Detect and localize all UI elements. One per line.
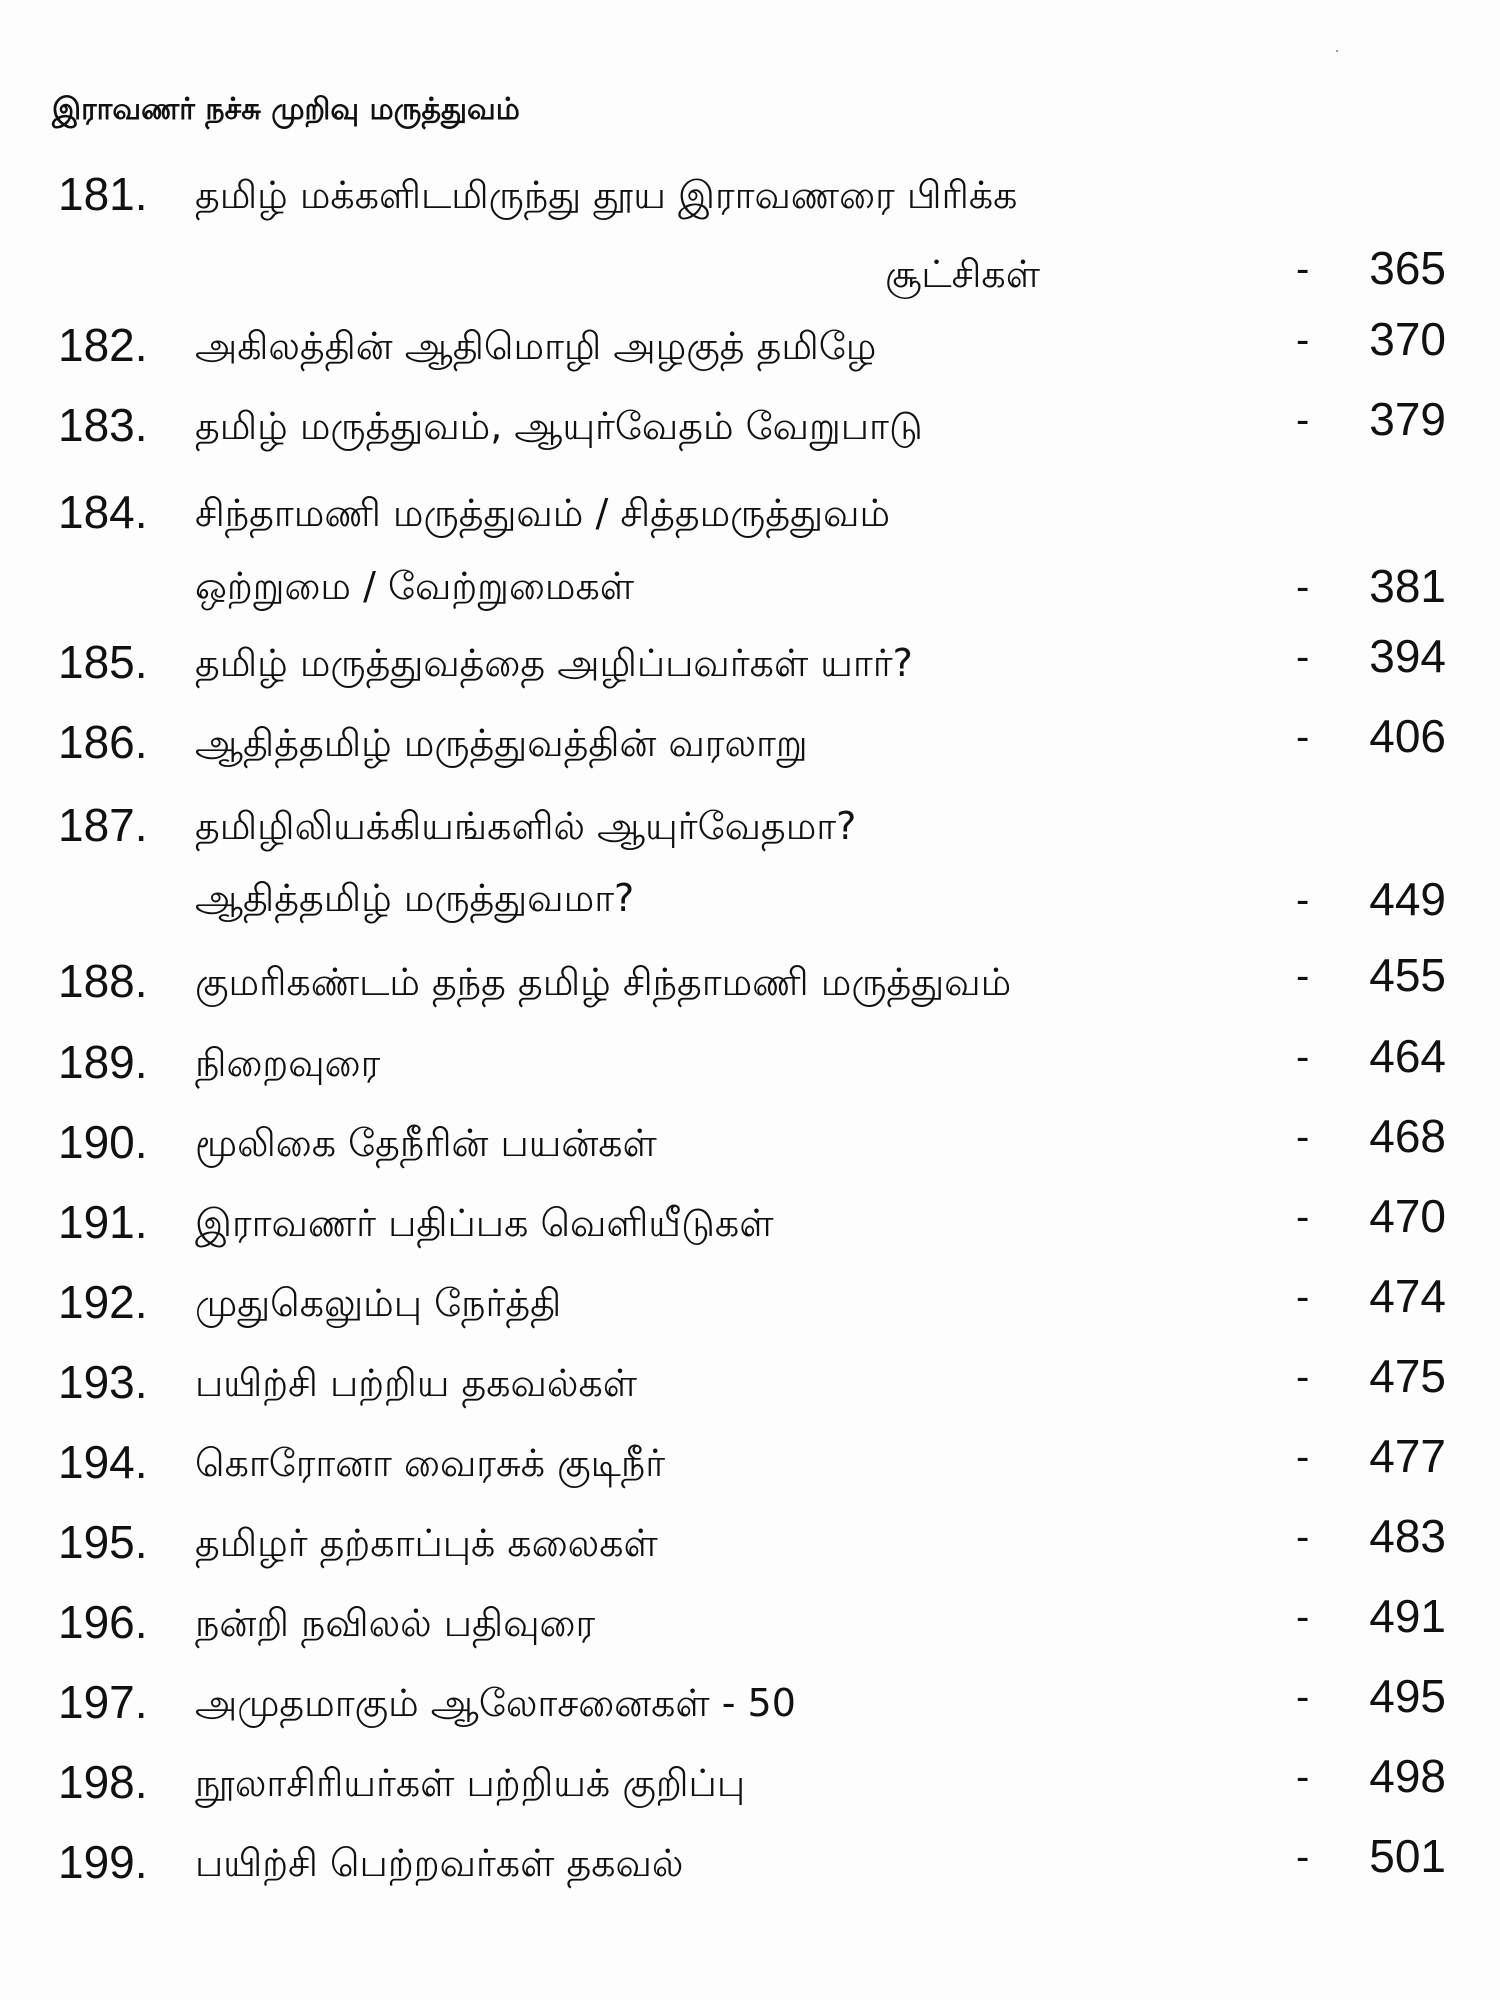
entry-number: 188.: [58, 955, 148, 1007]
entry-title: நிறைவுரை: [195, 1041, 381, 1085]
entry-number: 192.: [58, 1276, 148, 1328]
leader-dash: -: [1296, 1435, 1310, 1479]
entry-title: சிந்தாமணி மருத்துவம் / சித்தமருத்துவம்: [195, 491, 891, 535]
entry-title: பயிற்சி பெற்றவர்கள் தகவல்: [195, 1841, 684, 1885]
entry-number: 194.: [58, 1436, 148, 1488]
entry-page-number: 483: [1369, 1510, 1446, 1562]
entry-title: குமரிகண்டம் தந்த தமிழ் சிந்தாமணி மருத்துவம்: [195, 960, 1012, 1004]
entry-page-number: 464: [1369, 1030, 1446, 1082]
toc-entry-192: [0, 1270, 1500, 1355]
entry-title: தமிழிலியக்கியங்களில் ஆயுர்வேதமா?: [195, 804, 857, 848]
toc-entry-188: [0, 949, 1500, 1034]
toc-entry-184: [0, 485, 1500, 612]
entry-title: அகிலத்தின் ஆதிமொழி அழகுத் தமிழே: [195, 324, 877, 368]
entry-page-number: 498: [1369, 1750, 1446, 1802]
toc-entry-187: [0, 798, 1500, 925]
toc-entry-196: [0, 1590, 1500, 1675]
toc-entry-183: [0, 393, 1500, 478]
entry-title: தமிழ் மக்களிடமிருந்து தூய இராவணரை பிரிக்க: [195, 173, 1018, 217]
entry-title-continued: சூட்சிகள்: [885, 252, 1040, 296]
entry-number: 186.: [58, 716, 148, 768]
entry-number: 182.: [58, 319, 148, 371]
toc-entry-194: [0, 1430, 1500, 1515]
entry-number: 199.: [58, 1836, 148, 1888]
entry-page-number: 406: [1369, 710, 1446, 762]
toc-entry-195: [0, 1510, 1500, 1595]
leader-dash: -: [1296, 1515, 1310, 1559]
toc-entry-190: [0, 1110, 1500, 1195]
entry-title: இராவணர் பதிப்பக வெளியீடுகள்: [195, 1201, 774, 1245]
entry-page-number: 370: [1369, 313, 1446, 365]
entry-title: நூலாசிரியர்கள் பற்றியக் குறிப்பு: [195, 1761, 746, 1805]
entry-page-number: 394: [1369, 630, 1446, 682]
leader-dash: -: [1296, 1355, 1310, 1399]
entry-number: 191.: [58, 1196, 148, 1248]
entry-title: கொரோனா வைரசுக் குடிநீர்: [195, 1441, 666, 1485]
entry-page-number: 365: [1369, 242, 1446, 294]
toc-entry-182: [0, 313, 1500, 398]
leader-dash: -: [1296, 1675, 1310, 1719]
leader-dash: -: [1296, 398, 1310, 442]
toc-entry-198: [0, 1750, 1500, 1835]
entry-number: 187.: [58, 799, 148, 851]
entry-page-number: 495: [1369, 1670, 1446, 1722]
entry-number: 185.: [58, 636, 148, 688]
toc-entry-199: [0, 1830, 1500, 1915]
leader-dash: -: [1296, 1595, 1310, 1639]
leader-dash: -: [1296, 954, 1310, 998]
entry-number: 198.: [58, 1756, 148, 1808]
leader-dash: -: [1296, 1115, 1310, 1159]
entry-number: 189.: [58, 1036, 148, 1088]
leader-dash: -: [1296, 715, 1310, 759]
entry-page-number: 470: [1369, 1190, 1446, 1242]
leader-dash: -: [1296, 1835, 1310, 1879]
entry-number: 197.: [58, 1676, 148, 1728]
entry-page-number: 477: [1369, 1430, 1446, 1482]
entry-number: 195.: [58, 1516, 148, 1568]
leader-dash: -: [1296, 565, 1310, 609]
toc-header: இராவணர் நச்சு முறிவு மருத்துவம்: [52, 92, 520, 127]
paper-speck: [1336, 50, 1338, 52]
entry-title: நன்றி நவிலல் பதிவுரை: [195, 1601, 596, 1645]
entry-title: முதுகெலும்பு நேர்த்தி: [195, 1281, 562, 1325]
entry-title: ஆதித்தமிழ் மருத்துவத்தின் வரலாறு: [195, 721, 808, 765]
leader-dash: -: [1296, 1275, 1310, 1319]
entry-page-number: 455: [1369, 949, 1446, 1001]
entry-title: அமுதமாகும் ஆலோசனைகள் - 50: [195, 1681, 796, 1725]
entry-page-number: 468: [1369, 1110, 1446, 1162]
toc-entry-186: [0, 710, 1500, 795]
entry-number: 183.: [58, 399, 148, 451]
toc-entry-191: [0, 1190, 1500, 1275]
leader-dash: -: [1296, 635, 1310, 679]
entry-title: தமிழ் மருத்துவத்தை அழிப்பவர்கள் யார்?: [195, 641, 913, 685]
entry-title: மூலிகை தேநீரின் பயன்கள்: [195, 1121, 657, 1165]
entry-title: தமிழர் தற்காப்புக் கலைகள்: [195, 1521, 658, 1565]
entry-number: 184.: [58, 486, 148, 538]
toc-entry-181: [0, 167, 1500, 296]
entry-page-number: 449: [1369, 873, 1446, 925]
leader-dash: -: [1296, 318, 1310, 362]
entry-number: 196.: [58, 1596, 148, 1648]
leader-dash: -: [1296, 247, 1310, 291]
leader-dash: -: [1296, 1035, 1310, 1079]
entry-number: 190.: [58, 1116, 148, 1168]
toc-entry-189: [0, 1030, 1500, 1115]
entry-number: 181.: [58, 168, 148, 220]
entry-page-number: 381: [1369, 560, 1446, 612]
toc-entry-197: [0, 1670, 1500, 1755]
entry-title: பயிற்சி பற்றிய தகவல்கள்: [195, 1361, 638, 1405]
leader-dash: -: [1296, 1195, 1310, 1239]
entry-page-number: 379: [1369, 393, 1446, 445]
entry-number: 193.: [58, 1356, 148, 1408]
entry-page-number: 474: [1369, 1270, 1446, 1322]
toc-entry-185: [0, 630, 1500, 715]
entry-title-continued: ஒற்றுமை / வேற்றுமைகள்: [195, 564, 635, 608]
entry-title-continued: ஆதித்தமிழ் மருத்துவமா?: [195, 876, 635, 920]
leader-dash: -: [1296, 878, 1310, 922]
entry-page-number: 491: [1369, 1590, 1446, 1642]
leader-dash: -: [1296, 1755, 1310, 1799]
toc-entry-193: [0, 1350, 1500, 1435]
entry-page-number: 475: [1369, 1350, 1446, 1402]
entry-title: தமிழ் மருத்துவம், ஆயுர்வேதம் வேறுபாடு: [195, 404, 923, 448]
entry-page-number: 501: [1369, 1830, 1446, 1882]
